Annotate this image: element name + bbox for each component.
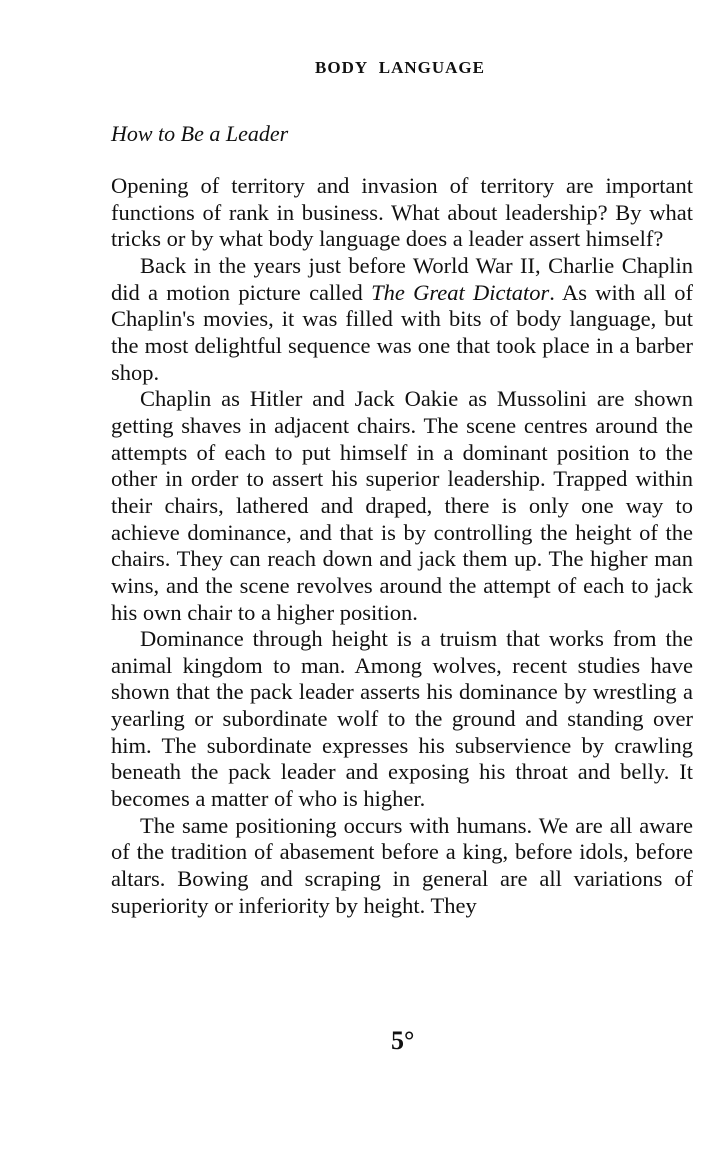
paragraph-2-text-before: Back in the years just before World War II, Charlie Chaplin did a motion picture called <box>111 252 693 305</box>
film-title: The Great Dictator <box>371 279 550 305</box>
paragraph-2 <box>111 253 693 386</box>
page-number: 5° <box>391 1026 415 1055</box>
paragraph-1: Opening of territory and invasion of territory are important functions of rank in business. What about leadership? By what tricks or by what body language does a leader assert himself? <box>111 173 693 252</box>
paragraph-5: The same positioning occurs with humans. We are all aware of the tradition of abasement before a king, before idols, before altars. Bowing and scraping in general are all variations of superiority or inferiority by height. They <box>111 812 693 918</box>
running-head: BODY LANGUAGE <box>315 58 485 77</box>
section-title: How to Be a Leader <box>111 121 289 146</box>
paragraph-4: Dominance through height is a truism that works from the animal kingdom to man. Among wolves, recent studies have shown that the pack leader asserts his dominance by wrestling a yearling or subordinate wolf to the ground and standing over him. The subordinate expresses his subservience by crawling beneath the pack leader and exposing his throat and belly. It becomes a matter of who is higher. <box>111 626 693 812</box>
paragraph-3: Chaplin as Hitler and Jack Oakie as Mussolini are shown getting shaves in adjacent chairs. The scene centres around the attempts of each to put himself in a dominant position to the other in order to assert his superior leadership. Trapped within their chairs, lathered and draped, there is only one way to achieve dominance, and that is by controlling the height of the chairs. They can reach down and jack them up. The higher man wins, and the scene revolves around the attempt of each to jack his own chair to a higher position. <box>111 386 693 625</box>
body-text <box>111 173 693 919</box>
paragraph-2-text-after: . As with all of Chaplin's movies, it was filled with bits of body language, but the most delightful sequence was one that took place in a barber shop. <box>111 279 694 385</box>
